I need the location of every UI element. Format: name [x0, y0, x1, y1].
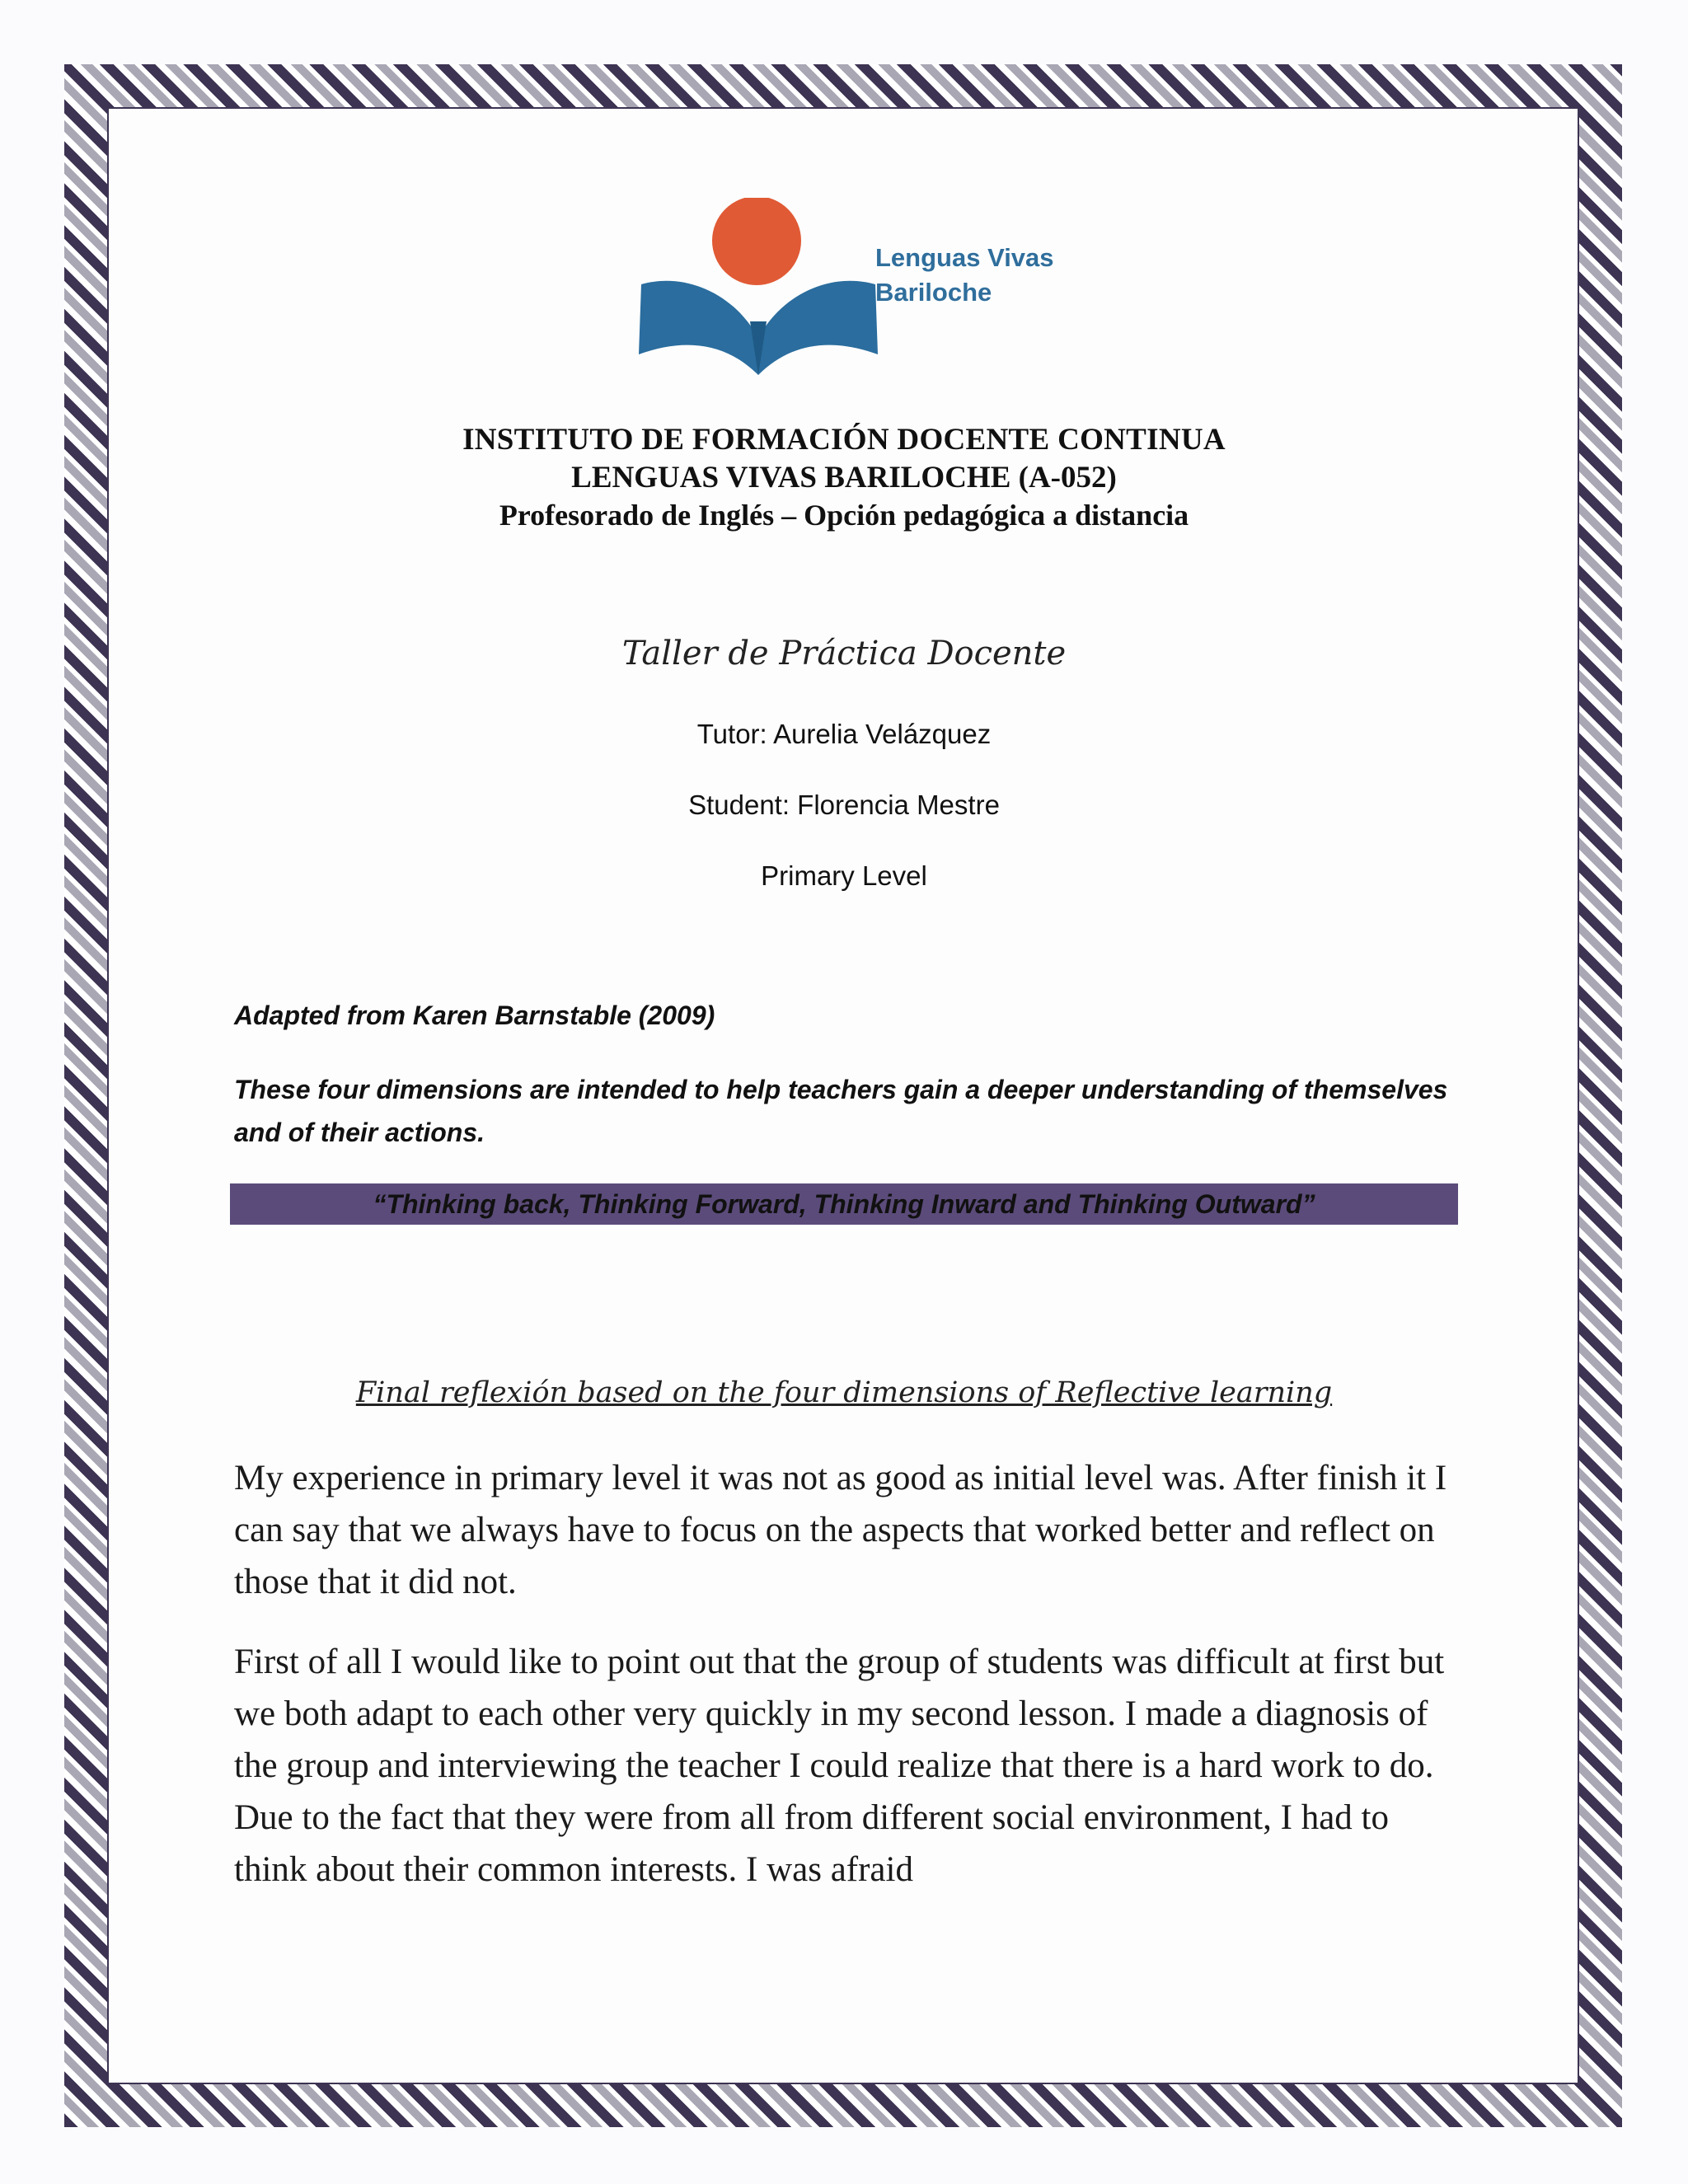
reflection-paragraph-2: First of all I would like to point out that the group of students was difficult at first but we both adapt to each other very quickly in my second lesson. I made a diagnosis of the group and interviewing the teacher I could realize that there is a hard work to do. Due to the fact that they were from all from different social environment, I had to think about their common interests. I was afraid: [234, 1643, 1445, 1889]
program-name: Profesorado de Inglés – Opción pedagógica a distancia: [499, 499, 1189, 532]
institute-title: INSTITUTO DE FORMACIÓN DOCENTE CONTINUA: [462, 423, 1226, 457]
institute-name: LENGUAS VIVAS BARILOCHE (A-052): [571, 461, 1117, 494]
dimensions-statement: These four dimensions are intended to help teachers gain a deeper understanding of themselves and of their actions.: [234, 1075, 1448, 1147]
level-line: Primary Level: [761, 860, 927, 891]
student-line: Student: Florencia Mestre: [688, 790, 1000, 820]
reflection-paragraph-1: My experience in primary level it was not as good as initial level was. After finish it I can say that we always have to focus on the aspects that worked better and reflect on those that it did not.: [234, 1459, 1447, 1601]
course-title: Taller de Práctica Docente: [621, 635, 1067, 673]
tutor-line: Tutor: Aurelia Velázquez: [696, 719, 992, 749]
thinking-banner: “Thinking back, Thinking Forward, Thinking Inward and Thinking Outward”: [230, 1183, 1458, 1225]
logo-line-1: Lenguas Vivas: [875, 243, 1054, 272]
logo-book-right-page-icon: [758, 281, 878, 375]
logo-wordmark: [875, 241, 1054, 310]
logo-book-left-page-icon: [639, 281, 758, 375]
logo-sun-icon: [712, 198, 801, 285]
adapted-from-note: Adapted from Karen Barnstable (2009): [234, 1001, 715, 1030]
logo-line-2: Bariloche: [875, 278, 992, 307]
reflection-title: Final reflexión based on the four dimensions of Reflective learning: [355, 1376, 1333, 1409]
